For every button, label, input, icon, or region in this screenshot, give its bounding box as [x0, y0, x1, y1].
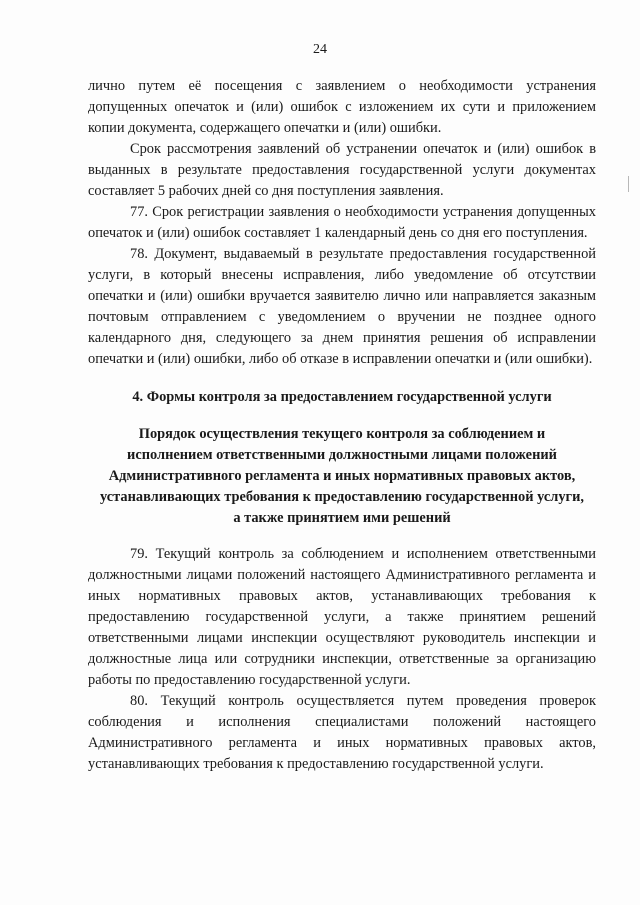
- page-number: 24: [313, 42, 327, 57]
- scan-mark: [628, 176, 629, 192]
- paragraph-77: 77. Срок регистрации заявления о необходимости устранения допущенных опечаток и (или) ошибок составляет 1 календарный день со дня его поступления.: [88, 204, 596, 241]
- paragraph-79: 79. Текущий контроль за соблюдением и исполнением ответственными должностными лицами положений настоящего Административного регламента и иных нормативных правовых актов, устанавливающих требования к предоставлению государственной услуги, а также принятием решений ответственными лицами инспекции осуществляют руководитель инспекции и должностные лица или сотрудники инспекции, ответственные за организацию работы по предоставлению государственной услуги.: [88, 546, 596, 688]
- paragraph-review-deadline: Срок рассмотрения заявлений об устранении опечаток и (или) ошибок в выданных в результате предоставления государственной услуги документах составляет 5 рабочих дней со дня поступления заявления.: [88, 141, 596, 199]
- paragraph-continuation: лично путем её посещения с заявлением о необходимости устранения допущенных опечаток и (или) ошибок с изложением их сути и приложением копии документа, содержащего опечатки и (или) ошибки.: [88, 78, 596, 136]
- subsection-heading: Порядок осуществления текущего контроля за соблюдением и исполнением ответственными должностными лицами положений Административного регламента и иных нормативных правовых актов, устанавливающих требования к предоставлению государственной услуги, а также принятием ими решений: [100, 426, 584, 526]
- section-heading: 4. Формы контроля за предоставлением государственной услуги: [132, 389, 552, 405]
- page-body: [88, 76, 596, 775]
- paragraph-80: 80. Текущий контроль осуществляется путем проведения проверок соблюдения и исполнения специалистами положений настоящего Административного регламента и иных нормативных правовых актов, устанавливающих требования к предоставлению государственной услуги.: [88, 693, 596, 772]
- paragraph-78: 78. Документ, выдаваемый в результате предоставления государственной услуги, в который внесены исправления, либо уведомление об отсутствии опечатки и (или) ошибки вручается заявителю лично или направляется заказным почтовым отправлением с уведомлением о вручении не позднее одного календарного дня, следующего за днем принятия решения об исправлении опечатки и (или) ошибки, либо об отказе в исправлении опечатки и (или ошибки).: [88, 246, 596, 367]
